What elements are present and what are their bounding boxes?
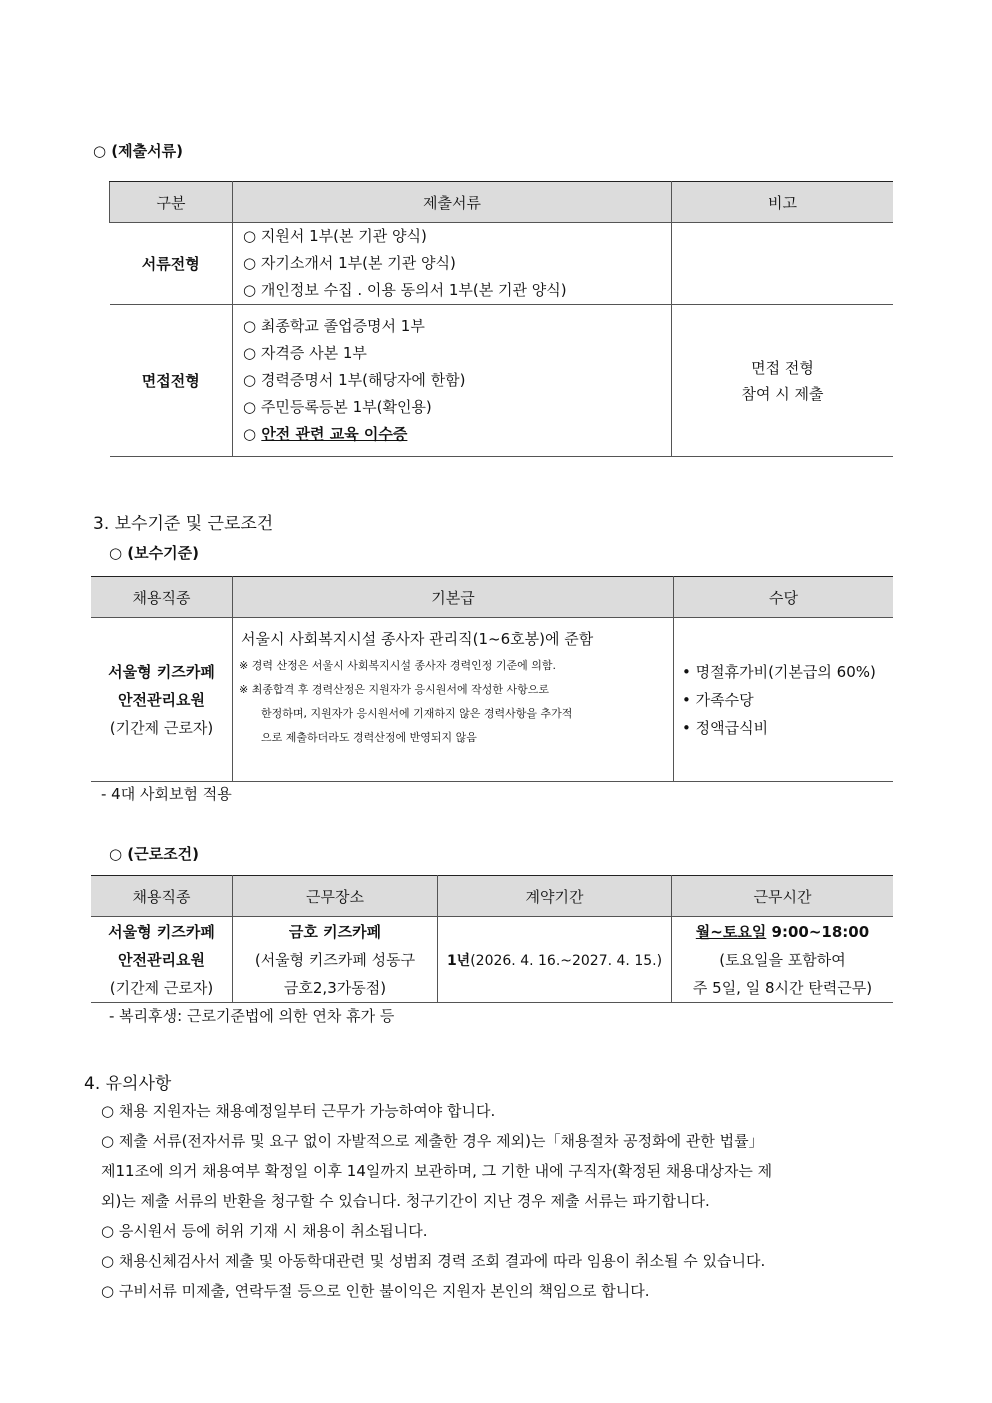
header-documents: 제출서류: [233, 182, 672, 223]
submission-table: [109, 181, 893, 457]
list-item: ○ 채용신체검사서 제출 및 아동학대관련 및 성범죄 경력 조회 결과에 따라 임용이 취소될 수 있습니다.: [101, 1252, 766, 1270]
header-base-pay: 기본급: [233, 577, 674, 618]
base-pay-text: 서울시 사회복지시설 종사자 관리직(1~6호봉)에 준함: [241, 630, 594, 648]
list-item: 제11조에 의거 채용여부 확정일 이후 14일까지 보관하며, 그 기한 내에 구직자(확정된 채용대상자는 제: [101, 1162, 773, 1180]
list-item: ○ 채용 지원자는 채용예정일부터 근무가 가능하여야 합니다.: [101, 1102, 496, 1120]
category-interview: 면접전형: [110, 305, 233, 457]
list-item: ○ 주민등록등본 1부(확인용): [243, 398, 432, 416]
header-job: 채용직종: [91, 876, 233, 917]
list-item: ○ 구비서류 미제출, 연락두절 등으로 인한 불이익은 지원자 본인의 책임으로 합니다.: [101, 1282, 650, 1300]
list-item: ○ 경력증명서 1부(해당자에 한함): [243, 371, 466, 389]
remark-interview: 면접 전형 참여 시 제출: [672, 305, 894, 457]
list-item: • 정액급식비: [682, 718, 769, 737]
header-period: 계약기간: [438, 876, 672, 917]
list-item: ○ 응시원서 등에 허위 기재 시 채용이 취소됩니다.: [101, 1222, 428, 1240]
header-remarks: 비고: [672, 182, 894, 223]
document-screening-items: [233, 223, 672, 305]
list-item: • 명절휴가비(기본급의 60%): [682, 662, 876, 681]
work-hours-cell: 월~토요일 9:00~18:00 (토요일을 포함하여 주 5일, 일 8시간 탄력근무): [672, 917, 894, 1003]
header-hours: 근무시간: [672, 876, 894, 917]
section-4-title: 4. 유의사항: [84, 1074, 172, 1094]
list-item: ○ 지원서 1부(본 기관 양식): [243, 227, 427, 245]
pay-job-cell: 서울형 키즈카페 안전관리요원 (기간제 근로자): [91, 618, 233, 782]
list-item: ○ 자기소개서 1부(본 기관 양식): [243, 254, 456, 272]
list-item: ○ 제출 서류(전자서류 및 요구 없이 자발적으로 제출한 경우 제외)는「채용절차 공정화에 관한 법률」: [101, 1132, 764, 1150]
work-period-cell: 1년(2026. 4. 16.~2027. 4. 15.): [438, 917, 672, 1003]
interview-items: [233, 305, 672, 457]
submission-heading: ○ (제출서류): [93, 142, 183, 160]
list-item: ○ 최종학교 졸업증명서 1부: [243, 317, 425, 335]
section-3-title: 3. 보수기준 및 근로조건: [93, 514, 274, 534]
base-pay-note: ※ 경력 산정은 서울시 사회복지시설 종사자 경력인정 기준에 의함.: [239, 659, 556, 672]
work-footnote: - 복리후생: 근로기준법에 의한 연차 휴가 등: [109, 1007, 395, 1025]
base-pay-note: 한정하며, 지원자가 응시원서에 기재하지 않은 경력사항을 추가적: [261, 707, 573, 720]
remark-empty: [672, 223, 894, 305]
header-job: 채용직종: [91, 577, 233, 618]
header-place: 근무장소: [233, 876, 438, 917]
base-pay-note: ※ 최종합격 후 경력산정은 지원자가 응시원서에 작성한 사항으로: [239, 683, 549, 696]
list-item: 외)는 제출 서류의 반환을 청구할 수 있습니다. 청구기간이 지난 경우 제출 서류는 파기합니다.: [101, 1192, 710, 1210]
pay-table: [91, 576, 893, 782]
category-document-screening: 서류전형: [110, 223, 233, 305]
pay-base-cell: [233, 618, 674, 782]
base-pay-note: 으로 제출하더라도 경력산정에 반영되지 않음: [261, 731, 477, 744]
list-item: • 가족수당: [682, 690, 754, 709]
list-item: ○ 개인정보 수집 . 이용 동의서 1부(본 기관 양식): [243, 281, 567, 299]
header-category: 구분: [110, 182, 233, 223]
work-job-cell: 서울형 키즈카페 안전관리요원 (기간제 근로자): [91, 917, 233, 1003]
work-table: [91, 875, 893, 1003]
list-item-safety-training: ○ 안전 관련 교육 이수증: [243, 425, 408, 443]
work-place-cell: 금호 키즈카페 (서울형 키즈카페 성동구 금호2,3가동점): [233, 917, 438, 1003]
notes-list: [101, 1096, 911, 1306]
allowance-cell: [674, 618, 894, 782]
work-heading: ○ (근로조건): [109, 845, 199, 863]
header-allowance: 수당: [674, 577, 894, 618]
list-item: ○ 자격증 사본 1부: [243, 344, 367, 362]
pay-footnote: - 4대 사회보험 적용: [101, 785, 232, 803]
pay-heading: ○ (보수기준): [109, 544, 199, 562]
